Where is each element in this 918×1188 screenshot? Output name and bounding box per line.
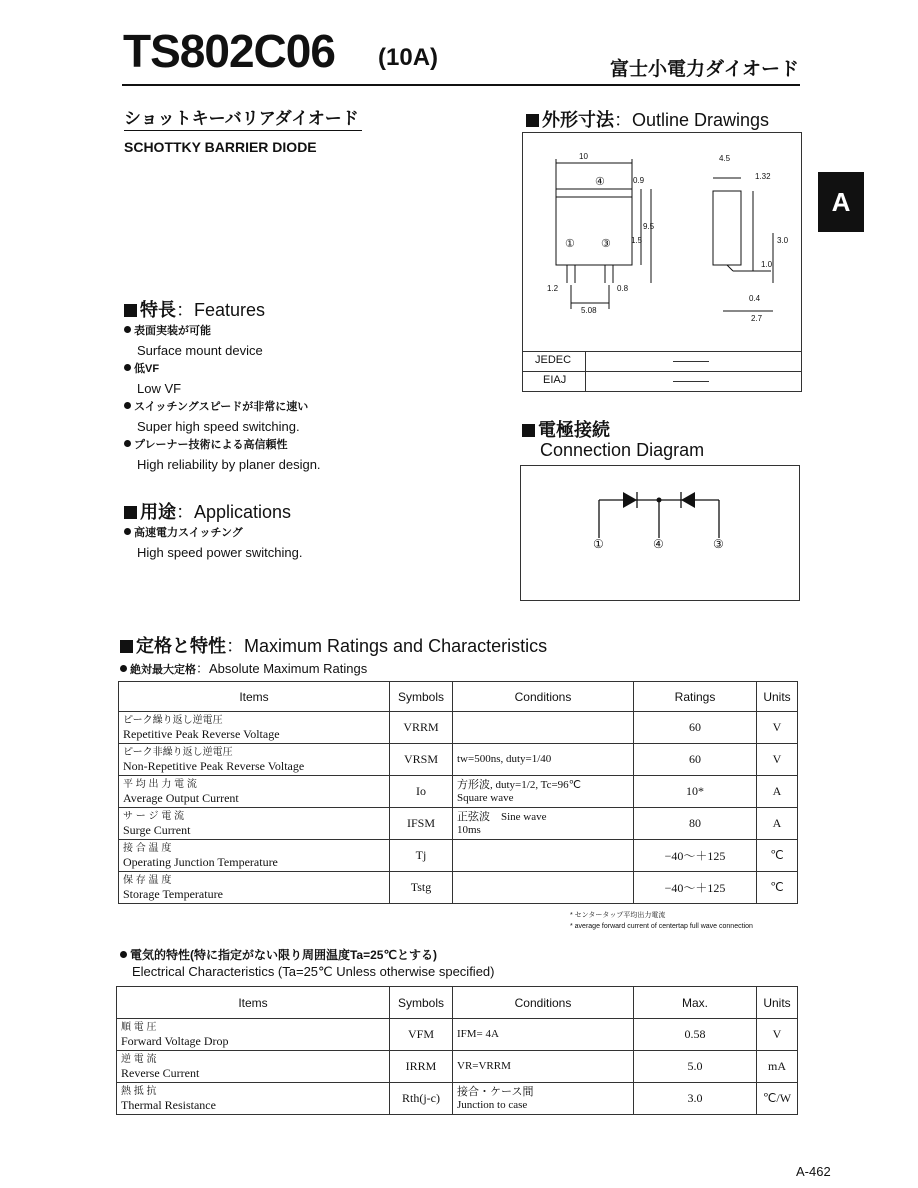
connection-pin-4: ④ <box>653 537 664 551</box>
feature-en: Surface mount device <box>137 343 263 358</box>
feature-jp: プレーナー技術による高信頼性 <box>124 436 321 455</box>
bullet-icon <box>124 440 131 447</box>
dim-width: 10 <box>579 152 588 161</box>
table-row: 順 電 圧 Forward Voltage Drop VFM IFM= 4A 0.58 V <box>117 1019 798 1051</box>
connection-heading-jp <box>522 416 610 442</box>
footnote-en: * average forward current of centertap full wave connection <box>570 923 753 930</box>
bullet-icon <box>120 951 127 958</box>
dim-lead: 1.2 <box>547 284 559 293</box>
maker-name: 富士小電力ダイオード <box>610 59 800 80</box>
applications-sep: ： <box>176 502 194 522</box>
dim-thickness: 0.9 <box>633 176 645 185</box>
col-max: Max. <box>634 987 757 1019</box>
bullet-icon <box>124 364 131 371</box>
applications-title-en: Applications <box>194 502 292 522</box>
abs-max-table <box>118 681 798 904</box>
table-row: 熱 抵 抗 Thermal Resistance Rth(j-c) 接合・ケース間 Junction to case 3.0 ℃/W <box>117 1083 798 1115</box>
features-heading <box>124 296 265 322</box>
outline-pin-1: ① <box>565 238 575 250</box>
ratings-title-jp: 定格と特性 <box>136 636 226 656</box>
bullet-icon <box>124 326 131 333</box>
col-symbols: Symbols <box>390 987 453 1019</box>
col-symbols: Symbols <box>390 682 453 712</box>
outline-pin-3: ③ <box>601 238 611 250</box>
product-type-jp: ショットキーバリアダイオード <box>124 109 359 128</box>
features-title-en: Features <box>194 300 266 320</box>
table-row: 接 合 温 度 Operating Junction Temperature Tj −40～＋125 ℃ <box>119 840 798 872</box>
current-rating: (10A) <box>378 44 439 71</box>
table-row: 逆 電 流 Reverse Current IRRM VR=VRRM 5.0 mA <box>117 1051 798 1083</box>
applications-heading <box>124 498 291 524</box>
connection-title-en: Connection Diagram <box>540 440 705 460</box>
abs-max-heading: 絶対最大定格：Absolute Maximum Ratings <box>120 658 367 677</box>
dim-lead-length: 1.5 <box>631 236 643 245</box>
eiaj-label: EIAJ <box>543 374 567 386</box>
outline-drawing <box>523 133 801 391</box>
dim-pitch: 5.08 <box>581 306 597 315</box>
col-conditions: Conditions <box>453 682 634 712</box>
application-en: High speed power switching. <box>137 545 303 560</box>
elec-heading-en: Electrical Characteristics (Ta=25℃ Unless otherwise specified) <box>132 964 495 979</box>
outline-title-en: Outline Drawings <box>632 110 770 130</box>
col-conditions: Conditions <box>453 987 634 1019</box>
square-bullet-icon <box>124 304 137 317</box>
table-row: 平 均 出 力 電 流 Average Output Current Io 方形波, duty=1/2, Tc=96℃ Square wave 10* A <box>119 776 798 808</box>
outline-sep: ： <box>614 110 632 130</box>
ratings-sep: ： <box>226 636 244 656</box>
diode-2-icon <box>681 492 695 508</box>
product-rule <box>124 130 362 131</box>
outline-heading <box>526 106 769 132</box>
col-units: Units <box>757 682 798 712</box>
feature-jp: スイッチングスピードが非常に速い <box>124 398 321 417</box>
page-number: A-462 <box>796 1164 831 1179</box>
connection-diagram-box <box>520 465 800 601</box>
connection-title-jp: 電極接続 <box>538 420 610 440</box>
diode-1-icon <box>623 492 637 508</box>
outline-pin-4: ④ <box>595 176 605 188</box>
side-tab: A <box>818 172 864 232</box>
application-jp: 高速電力スイッチング <box>124 524 302 543</box>
dim-height: 9.5 <box>643 222 655 231</box>
table-header-row <box>119 682 798 712</box>
col-units: Units <box>757 987 798 1019</box>
ratings-heading <box>120 632 547 658</box>
elec-table <box>116 986 798 1115</box>
features-list <box>124 322 321 474</box>
part-number: TS802C06 <box>123 25 335 77</box>
outline-title-jp: 外形寸法 <box>542 110 614 130</box>
footnote-jp: * センタータップ平均出力電流 <box>570 912 666 919</box>
square-bullet-icon <box>522 424 535 437</box>
table-row: ピーク繰り返し逆電圧 Repetitive Peak Reverse Voltage VRRM 60 V <box>119 712 798 744</box>
ratings-title-en: Maximum Ratings and Characteristics <box>244 636 548 656</box>
table-row: ピーク非繰り返し逆電圧 Non-Repetitive Peak Reverse Voltage VRSM tw=500ns, duty=1/40 60 V <box>119 744 798 776</box>
abs-max-title-jp: 絶対最大定格 <box>130 664 196 676</box>
table-row: 保 存 温 度 Storage Temperature Tstg −40～＋125 ℃ <box>119 872 798 904</box>
dim-side-b: 1.0 <box>761 260 773 269</box>
outline-drawing-box <box>522 132 802 392</box>
feature-en: Low VF <box>137 381 182 396</box>
dim-side-lead: 0.4 <box>749 294 761 303</box>
bullet-icon <box>120 665 127 672</box>
table-row: サ ー ジ 電 流 Surge Current IFSM 正弦波 Sine wave 10ms 80 A <box>119 808 798 840</box>
col-ratings: Ratings <box>634 682 757 712</box>
jedec-value-line <box>673 361 709 362</box>
feature-jp: 表面実装が可能 <box>124 322 321 341</box>
feature-jp: 低VF <box>124 360 321 379</box>
dim-side-width: 4.5 <box>719 154 731 163</box>
feature-en: Super high speed switching. <box>137 419 300 434</box>
feature-en: High reliability by planer design. <box>137 457 321 472</box>
connection-pin-3: ③ <box>713 537 724 551</box>
dim-pin: 0.8 <box>617 284 629 293</box>
connection-diagram <box>521 466 799 600</box>
bullet-icon <box>124 528 131 535</box>
eiaj-value-line <box>673 381 709 382</box>
features-title-jp: 特長 <box>140 300 176 320</box>
abs-max-title-en: Absolute Maximum Ratings <box>209 661 368 676</box>
dim-side-thickness: 1.32 <box>755 172 771 181</box>
dim-side-base: 2.7 <box>751 314 763 323</box>
dim-side-height: 3.0 <box>777 236 789 245</box>
jedec-label: JEDEC <box>535 354 572 366</box>
elec-heading-jp: 電気的特性(特に指定がない限り周囲温度Ta=25℃とする) <box>120 946 437 963</box>
col-items: Items <box>119 682 390 712</box>
features-sep: ： <box>176 300 194 320</box>
connection-pin-1: ① <box>593 537 604 551</box>
table-header-row <box>117 987 798 1019</box>
square-bullet-icon <box>124 506 137 519</box>
square-bullet-icon <box>526 114 539 127</box>
square-bullet-icon <box>120 640 133 653</box>
header-rule <box>122 84 800 86</box>
applications-title-jp: 用途 <box>140 502 176 522</box>
product-type-en: SCHOTTKY BARRIER DIODE <box>124 139 317 155</box>
bullet-icon <box>124 402 131 409</box>
col-items: Items <box>117 987 390 1019</box>
applications-list <box>124 524 302 562</box>
